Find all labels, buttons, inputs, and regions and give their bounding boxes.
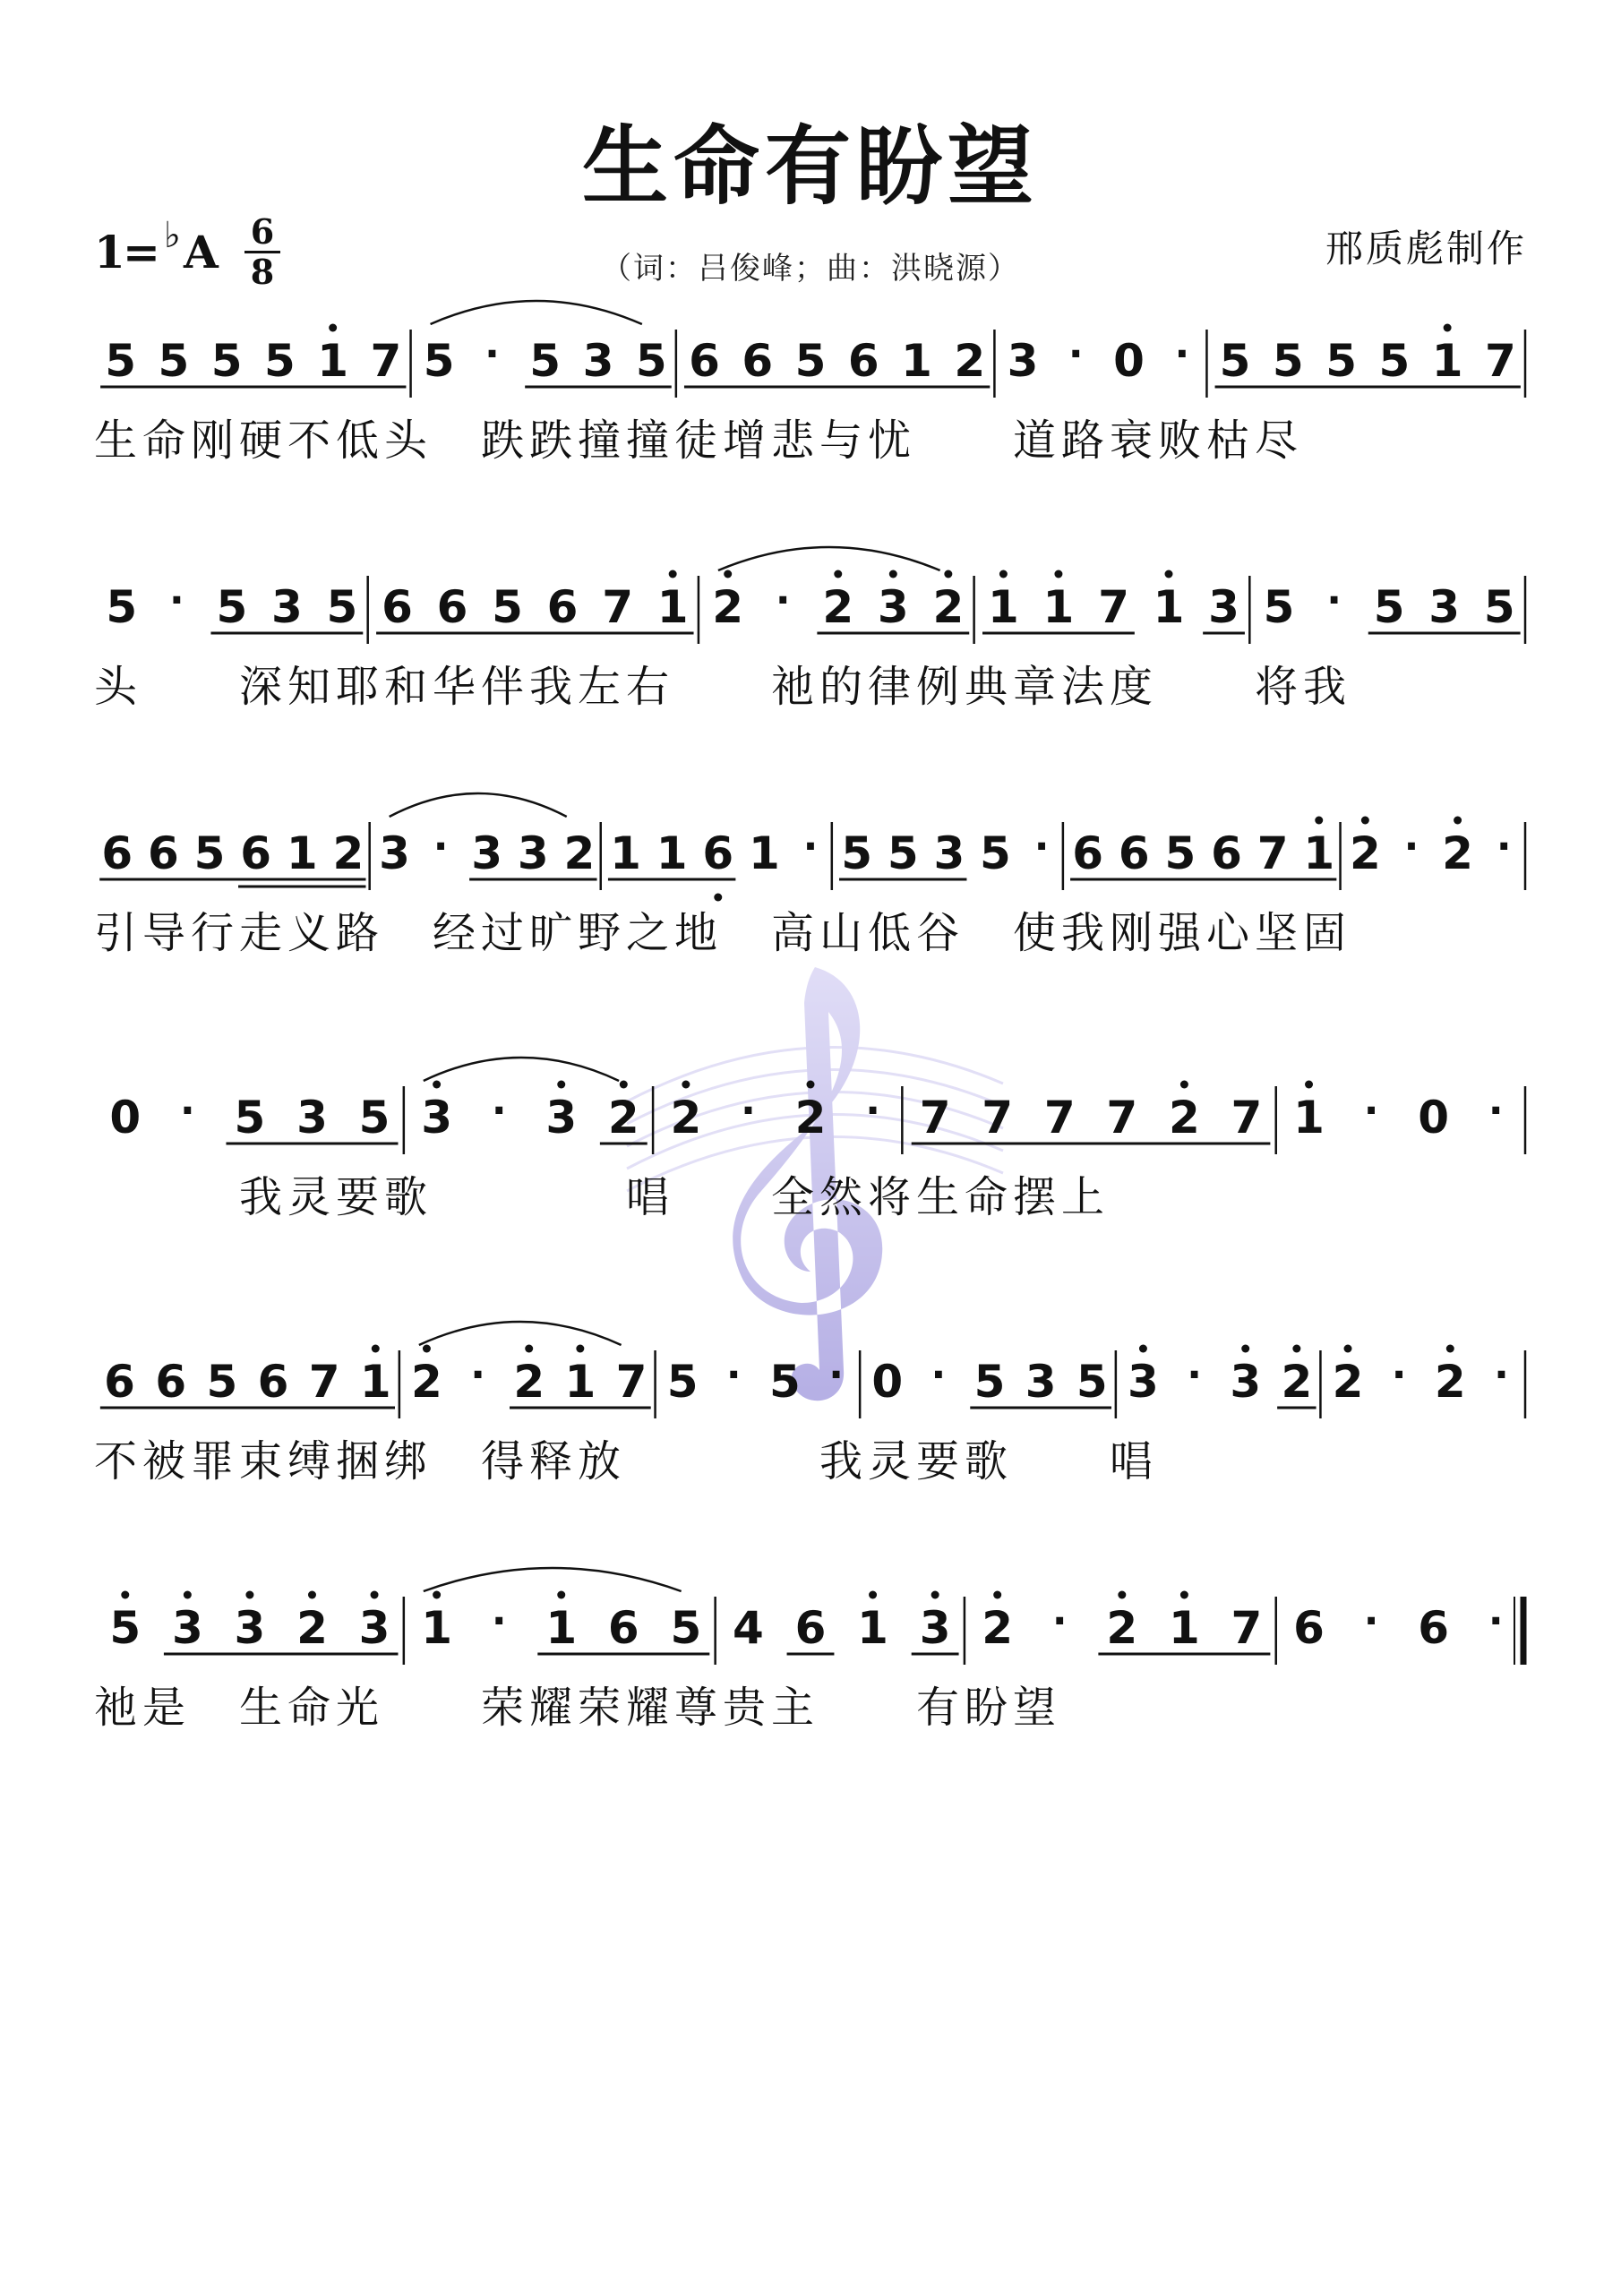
note-digit: 1 [1168, 1602, 1200, 1654]
note-digit: 5 [109, 1602, 142, 1654]
note-digit: 0 [109, 1092, 142, 1144]
duration-dot: · [775, 578, 791, 623]
note-digit: 1 [656, 827, 688, 879]
octave-up-dot [1454, 817, 1462, 825]
note-digit: 6 [1118, 827, 1150, 879]
note-digit: 3 [933, 827, 965, 879]
note-digit: 3 [545, 1092, 578, 1144]
note-digit: 2 [1281, 1356, 1313, 1408]
lyrics-line: 祂是 生命光 荣耀荣耀尊贵主 有盼望 [94, 1683, 1062, 1733]
note-digit: 1 [857, 1602, 888, 1654]
note-digit: 1 [901, 335, 932, 387]
octave-up-dot [724, 570, 732, 578]
note-digit: 5 [1219, 335, 1251, 387]
octave-up-dot [889, 570, 897, 578]
note-digit: 3 [471, 827, 503, 879]
note-digit: 2 [607, 1092, 639, 1144]
note-digit: 5 [666, 1356, 699, 1408]
duration-dot: · [1496, 824, 1512, 870]
note-digit: 0 [1418, 1092, 1450, 1144]
note-digit: 2 [822, 581, 854, 633]
octave-up-dot [1180, 1081, 1188, 1089]
duration-dot: · [1488, 1088, 1504, 1134]
duration-dot: · [1326, 578, 1342, 623]
note-digit: 5 [358, 1092, 390, 1144]
note-digit: 0 [1113, 335, 1145, 387]
note-digit: 6 [382, 581, 413, 633]
note-digit: 5 [158, 335, 190, 387]
lyrics-line: 引导行走义路 经过旷野之地 高山低谷 使我刚强心坚固 [94, 908, 1352, 958]
note-digit: 6 [436, 581, 468, 633]
slur-arc [390, 793, 567, 817]
octave-up-dot [433, 1081, 441, 1089]
slur-arc [424, 1568, 682, 1591]
duration-dot: · [1033, 824, 1050, 870]
note-digit: 6 [742, 335, 774, 387]
octave-up-dot [1165, 570, 1173, 578]
note-digit: 5 [887, 827, 919, 879]
note-digit: 6 [1072, 827, 1104, 879]
note-digit: 5 [670, 1602, 702, 1654]
octave-up-dot [1444, 324, 1452, 332]
note-digit: 1 [421, 1602, 453, 1654]
octave-up-dot [433, 1591, 441, 1599]
note-digit: 5 [1263, 581, 1295, 633]
note-digit: 6 [1418, 1602, 1450, 1654]
octave-up-dot [1344, 1345, 1352, 1353]
note-digit: 1 [1042, 581, 1075, 633]
lyrics-line: 我灵要歌 唱 全然将生命摆上 [94, 1172, 1111, 1222]
duration-dot: · [725, 1352, 742, 1398]
note-digit: 7 [1256, 827, 1289, 879]
octave-up-dot [576, 1345, 584, 1353]
octave-up-dot [1361, 817, 1369, 825]
note-digit: 5 [1272, 335, 1304, 387]
duration-dot: · [741, 1088, 756, 1134]
note-digit: 2 [296, 1602, 328, 1654]
octave-up-dot [1315, 817, 1323, 825]
note-digit: 2 [712, 581, 744, 633]
octave-up-dot [245, 1591, 253, 1599]
note-digit: 3 [1128, 1356, 1159, 1408]
note-digit: 7 [1098, 581, 1129, 633]
octave-up-dot [944, 570, 952, 578]
note-digit: 2 [1106, 1602, 1138, 1654]
duration-dot: · [1174, 331, 1190, 377]
note-digit: 5 [1076, 1356, 1108, 1408]
octave-up-dot [1118, 1591, 1126, 1599]
note-digit: 2 [932, 581, 965, 633]
note-digit: 3 [1230, 1356, 1262, 1408]
duration-dot: · [1068, 331, 1084, 377]
slur-arc [424, 1058, 619, 1081]
time-top: 6 [250, 211, 275, 252]
note-digit: 5 [105, 335, 137, 387]
octave-up-dot [184, 1591, 192, 1599]
note-digit: 6 [546, 581, 579, 633]
note-digit: 2 [670, 1092, 702, 1144]
note-digit: 6 [257, 1356, 289, 1408]
note-digit: 2 [411, 1356, 442, 1408]
note-digit: 3 [1007, 335, 1039, 387]
octave-up-dot [372, 1345, 380, 1353]
duration-dot: · [1363, 1598, 1379, 1644]
octave-up-dot [1305, 1081, 1313, 1089]
note-digit: 3 [421, 1092, 453, 1144]
note-digit: 3 [270, 581, 303, 633]
key-letter: A [184, 226, 219, 278]
note-digit: 6 [794, 1602, 827, 1654]
note-digit: 5 [841, 827, 873, 879]
note-digit: 5 [635, 335, 667, 387]
note-digit: 6 [607, 1602, 639, 1654]
note-digit: 3 [358, 1602, 390, 1654]
note-digit: 1 [987, 581, 1019, 633]
note-digit: 6 [1293, 1602, 1325, 1654]
duration-dot: · [1391, 1352, 1407, 1398]
duration-dot: · [1403, 824, 1419, 870]
octave-up-dot [999, 570, 1008, 578]
note-digit: 3 [234, 1602, 266, 1654]
note-digit: 7 [1106, 1092, 1138, 1144]
note-digit: 5 [1483, 581, 1515, 633]
note-digit: 1 [1303, 827, 1335, 879]
note-digit: 6 [689, 335, 720, 387]
note-digit: 0 [871, 1356, 904, 1408]
note-digit: 5 [206, 1356, 238, 1408]
note-digit: 3 [919, 1602, 951, 1654]
duration-dot: · [1494, 1352, 1509, 1398]
note-digit: 2 [1332, 1356, 1364, 1408]
note-digit: 5 [234, 1092, 266, 1144]
note-digit: 5 [264, 335, 296, 387]
octave-up-dot [308, 1591, 316, 1599]
time-bottom: 8 [250, 252, 275, 292]
octave-up-dot [329, 324, 337, 332]
note-digit: 2 [513, 1356, 545, 1408]
slur-arc [419, 1322, 622, 1345]
note-digit: 7 [982, 1092, 1014, 1144]
octave-up-dot [1446, 1345, 1454, 1353]
octave-up-dot [1054, 570, 1062, 578]
duration-dot: · [168, 578, 184, 623]
octave-up-dot [1241, 1345, 1249, 1353]
duration-dot: · [1051, 1598, 1068, 1644]
note-digit: 1 [1293, 1092, 1325, 1144]
duration-dot: · [931, 1352, 947, 1398]
note-digit: 7 [919, 1092, 951, 1144]
note-digit: 7 [1231, 1092, 1263, 1144]
maker-credit: 邢质彪制作 [1325, 227, 1527, 270]
note-digit: 6 [240, 827, 272, 879]
octave-up-dot [620, 1081, 628, 1089]
note-digit: 2 [1442, 827, 1473, 879]
note-digit: 1 [359, 1356, 391, 1408]
note-digit: 1 [286, 827, 318, 879]
octave-up-dot [669, 570, 677, 578]
duration-dot: · [491, 1598, 507, 1644]
duration-dot: · [179, 1088, 195, 1134]
credits: （词：吕俊峰；曲：洪晓源） [601, 251, 1020, 287]
octave-up-dot [525, 1345, 533, 1353]
note-digit: 5 [1373, 581, 1405, 633]
note-digit: 2 [794, 1092, 827, 1144]
note-digit: 7 [1484, 335, 1516, 387]
note-digit: 3 [1025, 1356, 1057, 1408]
note-digit: 3 [877, 581, 909, 633]
note-digit: 1 [545, 1602, 578, 1654]
note-digit: 7 [370, 335, 402, 387]
note-digit: 3 [1208, 581, 1239, 633]
note-digit: 5 [216, 581, 248, 633]
octave-up-dot [557, 1081, 565, 1089]
note-digit: 5 [423, 335, 455, 387]
key-one: 1 [94, 226, 125, 278]
note-digit: 5 [529, 335, 562, 387]
note-digit: 2 [1434, 1356, 1466, 1408]
octave-up-dot [869, 1591, 877, 1599]
octave-down-dot [714, 894, 722, 902]
note-digit: 2 [1349, 827, 1381, 879]
note-digit: 6 [847, 335, 879, 387]
note-digit: 7 [1231, 1602, 1263, 1654]
lyrics-line: 不被罪束缚捆绑 得释放 我灵要歌 唱 [94, 1436, 1159, 1486]
note-digit: 1 [564, 1356, 596, 1408]
note-digit: 4 [733, 1602, 764, 1654]
note-digit: 2 [982, 1602, 1014, 1654]
duration-dot: · [1363, 1088, 1379, 1134]
octave-up-dot [121, 1591, 129, 1599]
note-digit: 5 [106, 581, 138, 633]
note-digit: 1 [1431, 335, 1463, 387]
duration-dot: · [491, 1088, 507, 1134]
octave-up-dot [557, 1591, 565, 1599]
duration-dot: · [433, 824, 449, 870]
lyrics-line: 头 深知耶和华伴我左右 祂的律例典章法度 将我 [94, 662, 1352, 712]
octave-up-dot [1292, 1345, 1300, 1353]
note-digit: 6 [101, 827, 133, 879]
note-digit: 7 [615, 1356, 648, 1408]
note-digit: 5 [1164, 827, 1196, 879]
flat-icon: ♭ [164, 215, 181, 256]
note-digit: 3 [517, 827, 549, 879]
note-digit: 2 [563, 827, 596, 879]
note-digit: 6 [148, 827, 179, 879]
lyrics-line: 生命刚硬不低头 跌跌撞撞徒增悲与忧 道路衰败枯尽 [94, 416, 1304, 466]
note-digit: 5 [193, 827, 226, 879]
note-digit: 5 [492, 581, 523, 633]
note-digit: 1 [610, 827, 641, 879]
octave-up-dot [807, 1081, 815, 1089]
duration-dot: · [802, 824, 819, 870]
note-digit: 6 [1211, 827, 1242, 879]
song-title: 生命有盼望 [582, 116, 1039, 217]
note-digit: 5 [769, 1356, 801, 1408]
octave-up-dot [931, 1591, 939, 1599]
note-digit: 2 [1168, 1092, 1200, 1144]
note-digit: 5 [973, 1356, 1006, 1408]
slur-arc [718, 547, 940, 570]
note-digit: 5 [326, 581, 358, 633]
note-digit: 3 [379, 827, 410, 879]
note-digit: 6 [702, 827, 734, 879]
note-digit: 5 [980, 827, 1011, 879]
octave-up-dot [682, 1081, 690, 1089]
octave-up-dot [993, 1591, 1001, 1599]
note-digit: 3 [171, 1602, 203, 1654]
octave-up-dot [423, 1345, 431, 1353]
note-digit: 1 [748, 827, 780, 879]
note-digit: 7 [308, 1356, 340, 1408]
octave-up-dot [834, 570, 842, 578]
octave-up-dot [371, 1591, 379, 1599]
note-digit: 1 [317, 335, 349, 387]
duration-dot: · [1488, 1598, 1504, 1644]
duration-dot: · [865, 1088, 880, 1134]
note-digit: 1 [656, 581, 689, 633]
note-digit: 7 [602, 581, 634, 633]
duration-dot: · [470, 1352, 485, 1398]
note-digit: 5 [794, 335, 827, 387]
note-digit: 3 [1428, 581, 1461, 633]
note-digit: 5 [210, 335, 243, 387]
note-digit: 1 [1153, 581, 1185, 633]
note-digit: 5 [1378, 335, 1411, 387]
note-digit: 6 [155, 1356, 187, 1408]
octave-up-dot [1180, 1591, 1188, 1599]
note-digit: 3 [296, 1092, 328, 1144]
note-digit: 2 [954, 335, 986, 387]
note-digit: 7 [1043, 1092, 1076, 1144]
duration-dot: · [485, 331, 500, 377]
duration-dot: · [1187, 1352, 1202, 1398]
key-equals: = [123, 226, 160, 278]
slur-arc [431, 301, 642, 324]
note-digit: 2 [332, 827, 365, 879]
note-digit: 5 [1325, 335, 1357, 387]
note-digit: 6 [104, 1356, 135, 1408]
duration-dot: · [828, 1352, 844, 1398]
octave-up-dot [1139, 1345, 1147, 1353]
note-digit: 3 [582, 335, 614, 387]
